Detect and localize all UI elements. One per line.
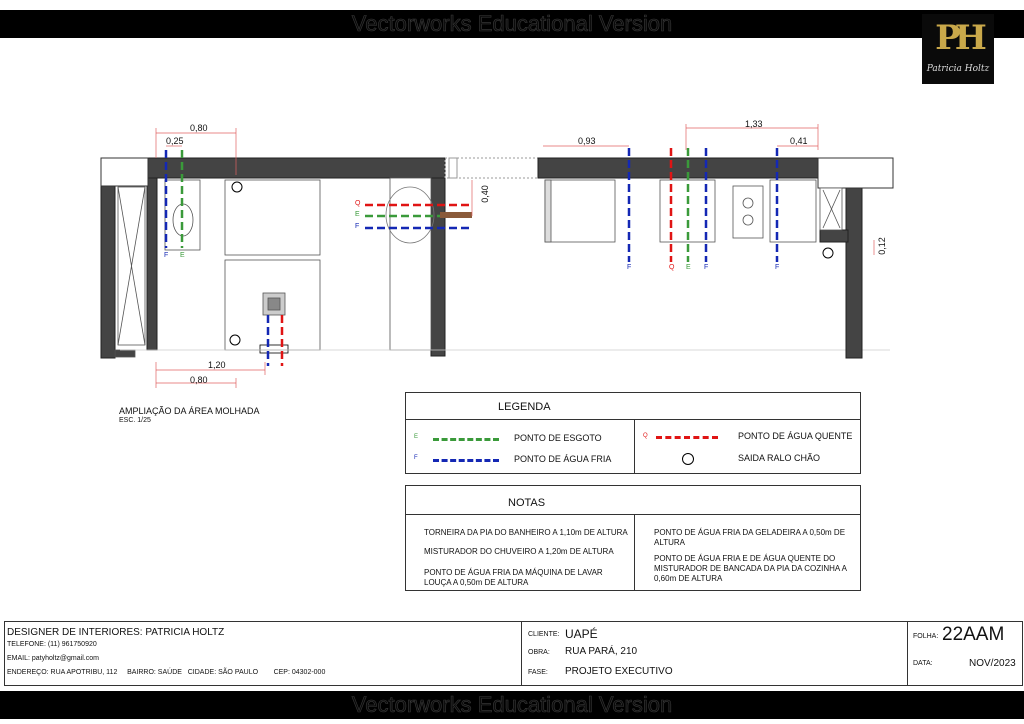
floor-drain-1 bbox=[232, 182, 242, 192]
dim-label: 0,40 bbox=[479, 185, 490, 203]
drawing-scale: ESC. 1/25 bbox=[119, 417, 151, 424]
date-label: DATA: bbox=[913, 660, 933, 667]
drain-connector bbox=[440, 212, 472, 218]
legend-code: F bbox=[414, 455, 418, 461]
note-item: PONTO DE ÁGUA FRIA DA MÁQUINA DE LAVAR LOUÇA A 0,50m DE ALTURA bbox=[424, 568, 603, 587]
floor-drain-2 bbox=[230, 335, 240, 345]
pipe-letter: F bbox=[164, 252, 169, 259]
pipe-letter: F bbox=[627, 264, 632, 271]
sheet-number: 22AAM bbox=[942, 624, 1005, 645]
dim-label: 0,80 bbox=[190, 375, 208, 385]
designer-phone: TELEFONE: (11) 961750920 bbox=[7, 641, 97, 648]
beam-right bbox=[818, 158, 893, 188]
title-block bbox=[4, 621, 1023, 686]
pipe-letter: F bbox=[775, 264, 780, 271]
client-name: UAPÉ bbox=[565, 627, 598, 641]
pipe-letter: Q bbox=[355, 200, 361, 207]
dim-label: 0,93 bbox=[578, 136, 596, 146]
designer-name: DESIGNER DE INTERIORES: PATRICIA HOLTZ bbox=[7, 627, 225, 638]
logo-signature: Patricia Holtz bbox=[926, 64, 990, 74]
notes-title: NOTAS bbox=[508, 497, 546, 509]
work-address: RUA PARÁ, 210 bbox=[565, 646, 638, 657]
work-label: OBRA: bbox=[528, 649, 550, 656]
sheet-label: FOLHA: bbox=[913, 633, 939, 640]
legend-label: SAIDA RALO CHÃO bbox=[738, 453, 821, 463]
dim-label: 1,20 bbox=[208, 360, 226, 370]
dim-label: 0,41 bbox=[790, 136, 808, 146]
pipe-letter: F bbox=[355, 223, 360, 230]
watermark-text: Vectorworks Educational Version bbox=[351, 692, 673, 717]
legend-code: E bbox=[414, 434, 419, 440]
designer-email: EMAIL: patyholtz@gmail.com bbox=[7, 655, 99, 662]
client-label: CLIENTE: bbox=[528, 631, 560, 638]
legend-box bbox=[405, 392, 861, 474]
pipe-letter: E bbox=[686, 264, 691, 271]
project-phase: PROJETO EXECUTIVO bbox=[565, 666, 673, 677]
dim-label: 0,25 bbox=[166, 136, 184, 146]
legend-label: PONTO DE ESGOTO bbox=[514, 433, 602, 443]
note-item: MISTURADOR DO CHUVEIRO A 1,20m DE ALTURA bbox=[424, 547, 614, 556]
dim-label: 0,12 bbox=[876, 237, 887, 255]
note-item: PONTO DE ÁGUA FRIA DA GELADEIRA A 0,50m DE ALTURA bbox=[654, 528, 846, 547]
dim-label: 0,80 bbox=[190, 123, 208, 133]
pipe-letter: E bbox=[355, 211, 360, 218]
note-item: TORNEIRA DA PIA DO BANHEIRO A 1,10m DE ALTURA bbox=[424, 528, 628, 537]
legend-line-hot bbox=[656, 436, 718, 439]
watermark-text: Vectorworks Educational Version bbox=[351, 11, 673, 36]
legend-code: Q bbox=[643, 433, 648, 439]
drawing-title: AMPLIAÇÃO DA ÁREA MOLHADA bbox=[119, 406, 260, 416]
legend-label: PONTO DE ÁGUA FRIA bbox=[514, 454, 612, 464]
legend-title: LEGENDA bbox=[498, 401, 551, 413]
designer-address: ENDEREÇO: RUA APOTRIBU, 112 BAIRRO: SAÚDE CIDADE: SÃO PAULO CEP: 04302-000 bbox=[7, 669, 326, 676]
notes-box bbox=[405, 485, 861, 591]
pipe-letter: E bbox=[180, 252, 185, 259]
beam-left bbox=[101, 158, 148, 186]
window-opening bbox=[445, 158, 548, 178]
dim-label: 1,33 bbox=[745, 119, 763, 129]
floor-drain-3 bbox=[823, 248, 833, 258]
legend-label: PONTO DE ÁGUA QUENTE bbox=[738, 431, 853, 441]
pipe-letter: Q bbox=[669, 264, 675, 271]
legend-line-cold bbox=[433, 459, 499, 462]
floor-drain-symbol bbox=[682, 453, 694, 465]
pipe-letter: F bbox=[704, 264, 709, 271]
legend-line-sewer bbox=[433, 438, 499, 441]
logo-monogram: PH bbox=[935, 18, 981, 58]
sheet-date: NOV/2023 bbox=[969, 658, 1016, 669]
phase-label: FASE: bbox=[528, 669, 548, 676]
right-fixtures bbox=[545, 180, 842, 242]
note-item: PONTO DE ÁGUA FRIA E DE ÁGUA QUENTE DO MISTURADOR DE BANCADA DA PIA DA COZINHA A 0,60m DE ALTURA bbox=[654, 554, 847, 583]
